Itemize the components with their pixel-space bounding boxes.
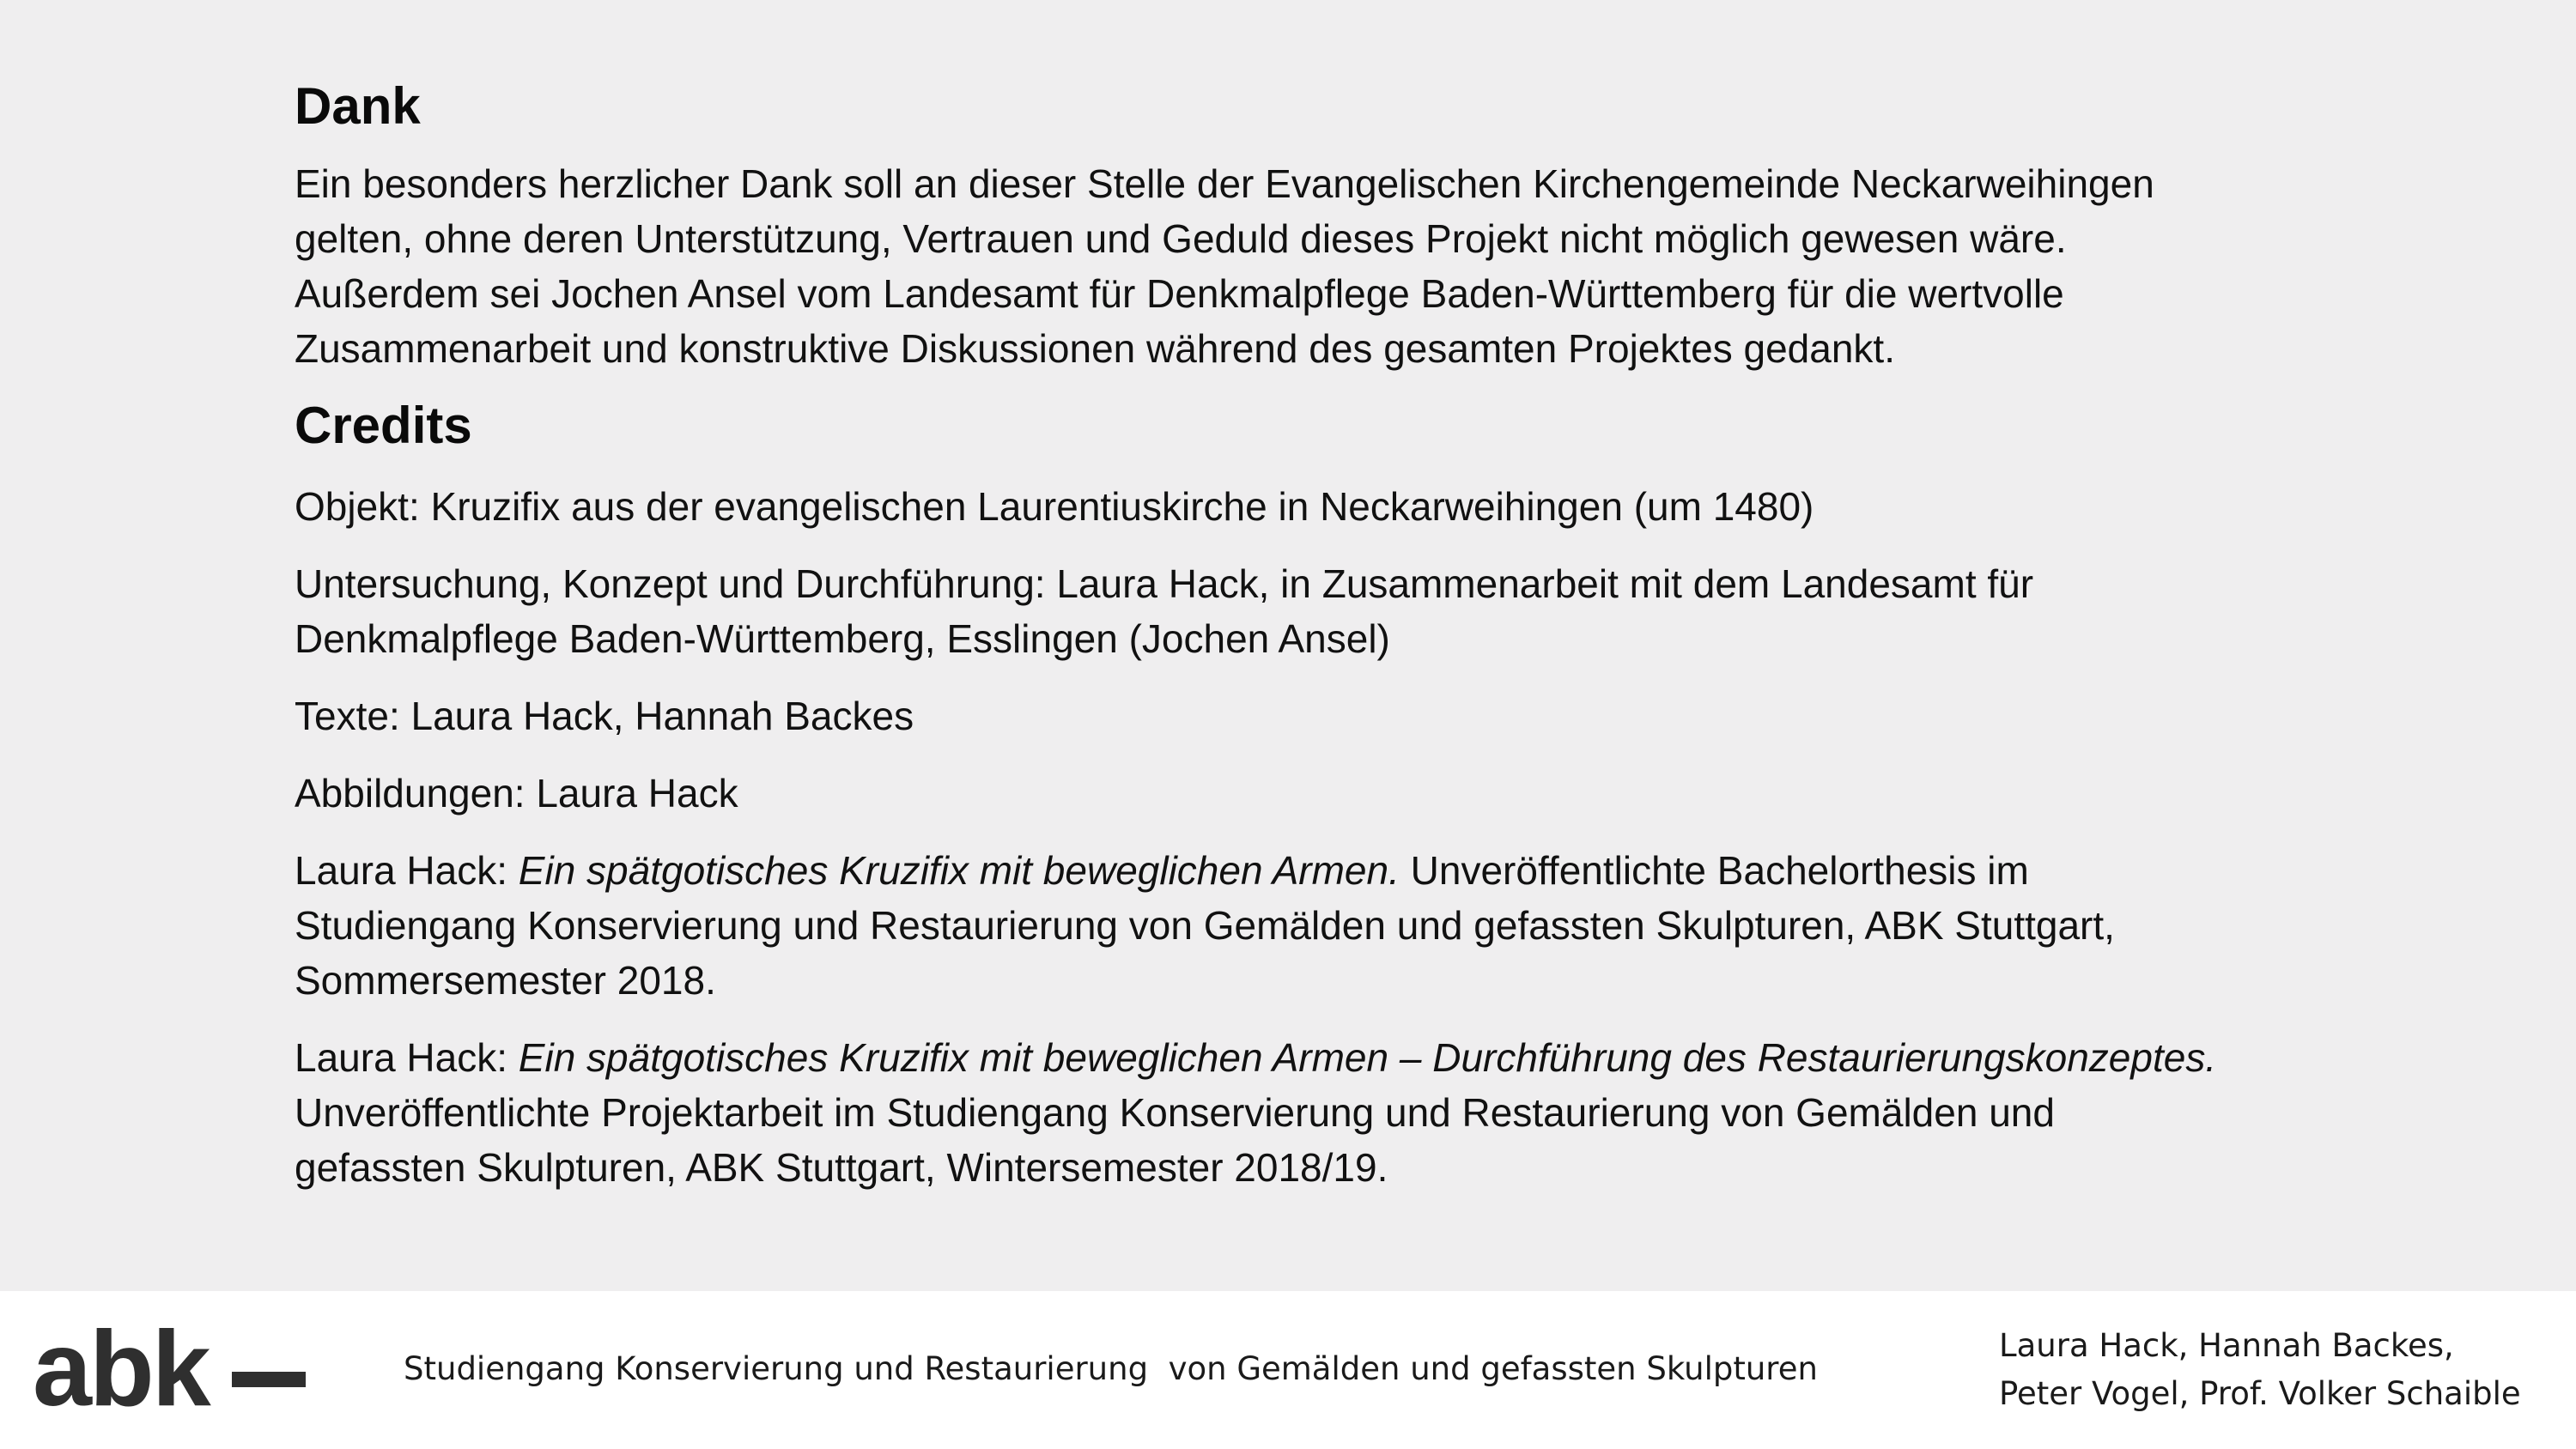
credits-texte: Texte: Laura Hack, Hannah Backes — [295, 694, 914, 738]
abk-logo: abk — [33, 1310, 209, 1428]
reference-details: Unveröffentlichte Bachelorthesis im Studiengang Konservierung und Restaurierung von Gemälden und gefassten Skulpturen, ABK Stuttgart, Sommersemester 2018. — [295, 848, 2115, 1003]
reference-bachelorthesis — [295, 843, 2235, 1008]
program-name: Studiengang Konservierung und Restaurierung von Gemälden und gefassten Skulpturen — [404, 1350, 1818, 1387]
dank-text: Ein besonders herzlicher Dank soll an dieser Stelle der Evangelischen Kirchengemeinde Neckarweihingen gelten, ohne deren Unterstützung, Vertrauen und Geduld dieses Projekt nicht möglich gewesen wäre. Außerdem sei Jochen Ansel vom Landesamt für Denkmalpflege Baden-Württemberg für die wertvolle Zusammenarbeit und konstruktive Diskussionen während des gesamten Projektes gedankt. — [295, 161, 2154, 371]
credits-heading: Credits — [295, 397, 472, 454]
dank-heading: Dank — [295, 77, 421, 135]
reference-author: Laura Hack: — [295, 848, 519, 893]
abk-logo-dash — [232, 1372, 306, 1387]
authors-line-2: Peter Vogel, Prof. Volker Schaible — [1999, 1375, 2521, 1412]
footer-bar — [0, 1291, 2576, 1449]
credits-objekt: Objekt: Kruzifix aus der evangelischen Laurentiuskirche in Neckarweihingen (um 1480) — [295, 484, 1814, 529]
main-content — [295, 76, 2235, 1217]
authors-line-1: Laura Hack, Hannah Backes, — [1999, 1327, 2454, 1364]
reference-title: Ein spätgotisches Kruzifix mit beweglichen Armen. — [518, 848, 1400, 893]
reference-author: Laura Hack: — [295, 1035, 519, 1080]
reference-title: Ein spätgotisches Kruzifix mit beweglichen Armen – Durchführung des Restaurierungskonzeptes. — [518, 1035, 2217, 1080]
credits-abbildungen: Abbildungen: Laura Hack — [295, 771, 738, 815]
authors-block — [1999, 1322, 2521, 1418]
reference-details: Unveröffentlichte Projektarbeit im Studiengang Konservierung und Restaurierung von Gemälden und gefassten Skulpturen, ABK Stuttgart, Wintersemester 2018/19. — [295, 1090, 2055, 1190]
credits-untersuchung: Untersuchung, Konzept und Durchführung: Laura Hack, in Zusammenarbeit mit dem Landesamt für Denkmalpflege Baden-Württemberg, Esslingen (Jochen Ansel) — [295, 561, 2034, 661]
reference-projektarbeit — [295, 1030, 2235, 1195]
